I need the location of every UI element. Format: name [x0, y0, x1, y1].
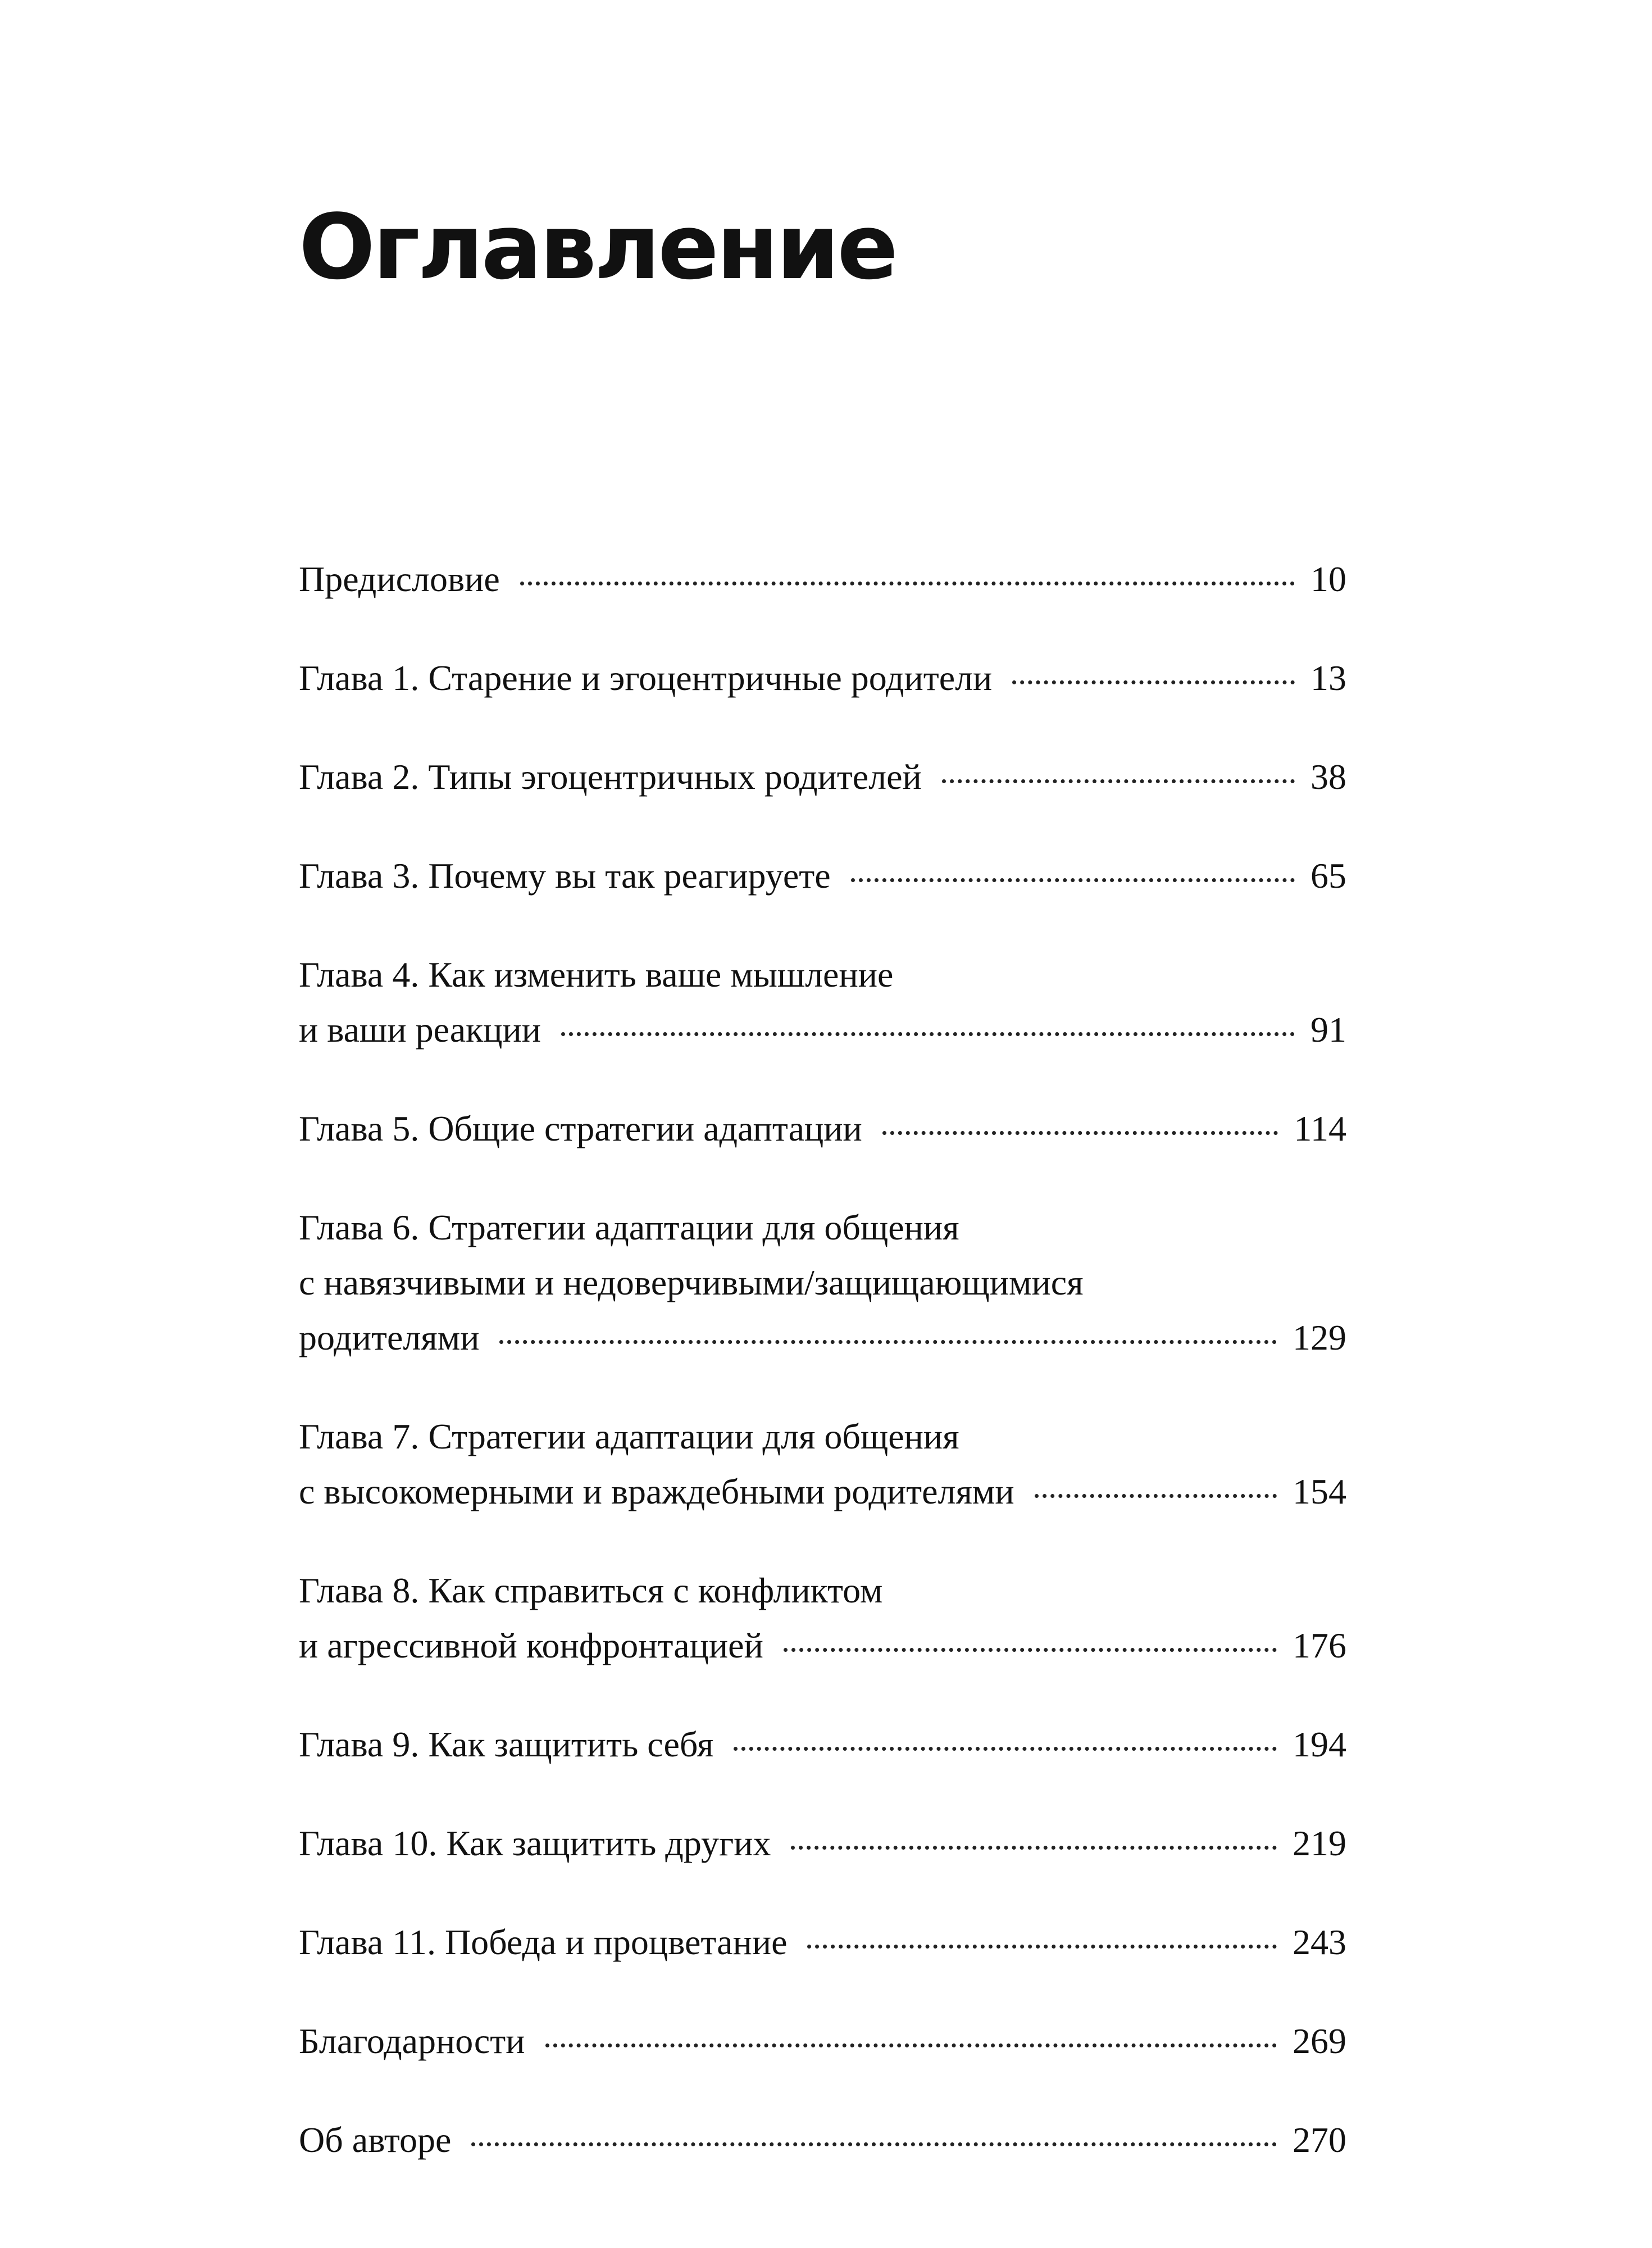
toc-page-number: 154 [1293, 1472, 1346, 1511]
toc-entry [299, 651, 1346, 706]
dot-leader [942, 779, 1295, 783]
dot-leader [1012, 680, 1295, 684]
toc-entry-line [299, 1255, 1346, 1310]
dot-leader [807, 1945, 1277, 1949]
toc-entry-title: Глава 7. Стратегии адаптации для общения [299, 1416, 959, 1456]
toc-entry-title: Глава 4. Как изменить ваше мышление [299, 955, 894, 994]
toc-entry-line [299, 750, 1346, 805]
toc-entry [299, 2113, 1346, 2168]
toc-page-number: 129 [1293, 1318, 1346, 1357]
toc-entry [299, 1816, 1346, 1871]
dot-leader [784, 1648, 1277, 1652]
toc-entry-title: Глава 8. Как справиться с конфликтом [299, 1570, 883, 1610]
toc-page-number: 219 [1293, 1823, 1346, 1863]
toc-entry-line [299, 1310, 1346, 1365]
toc-entry [299, 848, 1346, 903]
toc-entry-title: с навязчивыми и недоверчивыми/защищающимися [299, 1262, 1084, 1302]
toc-entry-line [299, 848, 1346, 903]
toc-page-number: 114 [1294, 1109, 1346, 1148]
toc-page-number: 65 [1310, 856, 1346, 896]
toc-page-number: 270 [1293, 2120, 1346, 2160]
toc-entry-line [299, 651, 1346, 706]
dot-leader [499, 1340, 1277, 1344]
toc-entry-title: Глава 3. Почему вы так реагируете [299, 856, 831, 896]
toc-entry-title: и ваши реакции [299, 1010, 541, 1050]
toc-entry-line [299, 1464, 1346, 1519]
table-of-contents [299, 552, 1346, 2211]
dot-leader [791, 1846, 1277, 1850]
toc-entry [299, 2014, 1346, 2069]
dot-leader [471, 2142, 1277, 2146]
toc-entry-title: и агрессивной конфронтацией [299, 1625, 763, 1665]
toc-entry-title: Благодарности [299, 2021, 525, 2061]
toc-entry-title: Глава 1. Старение и эгоцентричные родители [299, 658, 993, 698]
toc-entry-line [299, 1101, 1346, 1156]
toc-entry-line [299, 1618, 1346, 1673]
dot-leader [1035, 1494, 1277, 1498]
toc-entry-title: Глава 9. Как защитить себя [299, 1724, 714, 1764]
toc-page-number: 269 [1293, 2021, 1346, 2061]
toc-entry-line [299, 1002, 1346, 1057]
toc-entry-line [299, 2014, 1346, 2069]
toc-entry [299, 1563, 1346, 1673]
toc-entry [299, 1717, 1346, 1772]
toc-entry-title: Глава 6. Стратегии адаптации для общения [299, 1207, 959, 1247]
page-title: Оглавление [299, 194, 896, 299]
toc-page-number: 194 [1293, 1724, 1346, 1764]
toc-entry [299, 552, 1346, 607]
toc-entry-line [299, 2113, 1346, 2168]
toc-entry [299, 1200, 1346, 1365]
dot-leader [545, 2043, 1277, 2047]
toc-entry-title: Глава 5. Общие стратегии адаптации [299, 1109, 862, 1148]
toc-entry-line [299, 1717, 1346, 1772]
toc-page-number: 243 [1293, 1922, 1346, 1962]
toc-entry-title: Предисловие [299, 559, 500, 599]
toc-entry-title: родителями [299, 1318, 480, 1357]
toc-page-number: 38 [1310, 757, 1346, 797]
toc-page-number: 13 [1310, 658, 1346, 698]
toc-page-number: 176 [1293, 1625, 1346, 1665]
toc-entry-line [299, 947, 1346, 1002]
toc-page-number: 10 [1310, 559, 1346, 599]
toc-page-number: 91 [1310, 1010, 1346, 1050]
toc-entry [299, 750, 1346, 805]
toc-entry-line [299, 1200, 1346, 1255]
dot-leader [520, 582, 1295, 585]
toc-entry [299, 1409, 1346, 1519]
toc-entry [299, 947, 1346, 1057]
toc-entry-line [299, 552, 1346, 607]
dot-leader [882, 1131, 1278, 1135]
toc-entry-line [299, 1915, 1346, 1970]
toc-entry [299, 1101, 1346, 1156]
dot-leader [851, 878, 1295, 882]
toc-entry-line [299, 1816, 1346, 1871]
toc-entry-title: Глава 2. Типы эгоцентричных родителей [299, 757, 922, 797]
toc-entry-title: Об авторе [299, 2120, 452, 2160]
toc-entry [299, 1915, 1346, 1970]
dot-leader [561, 1032, 1295, 1036]
toc-entry-title: с высокомерными и враждебными родителями [299, 1472, 1014, 1511]
toc-entry-title: Глава 11. Победа и процветание [299, 1922, 788, 1962]
dot-leader [734, 1747, 1277, 1751]
toc-entry-title: Глава 10. Как защитить других [299, 1823, 771, 1863]
toc-entry-line [299, 1563, 1346, 1618]
toc-entry-line [299, 1409, 1346, 1464]
